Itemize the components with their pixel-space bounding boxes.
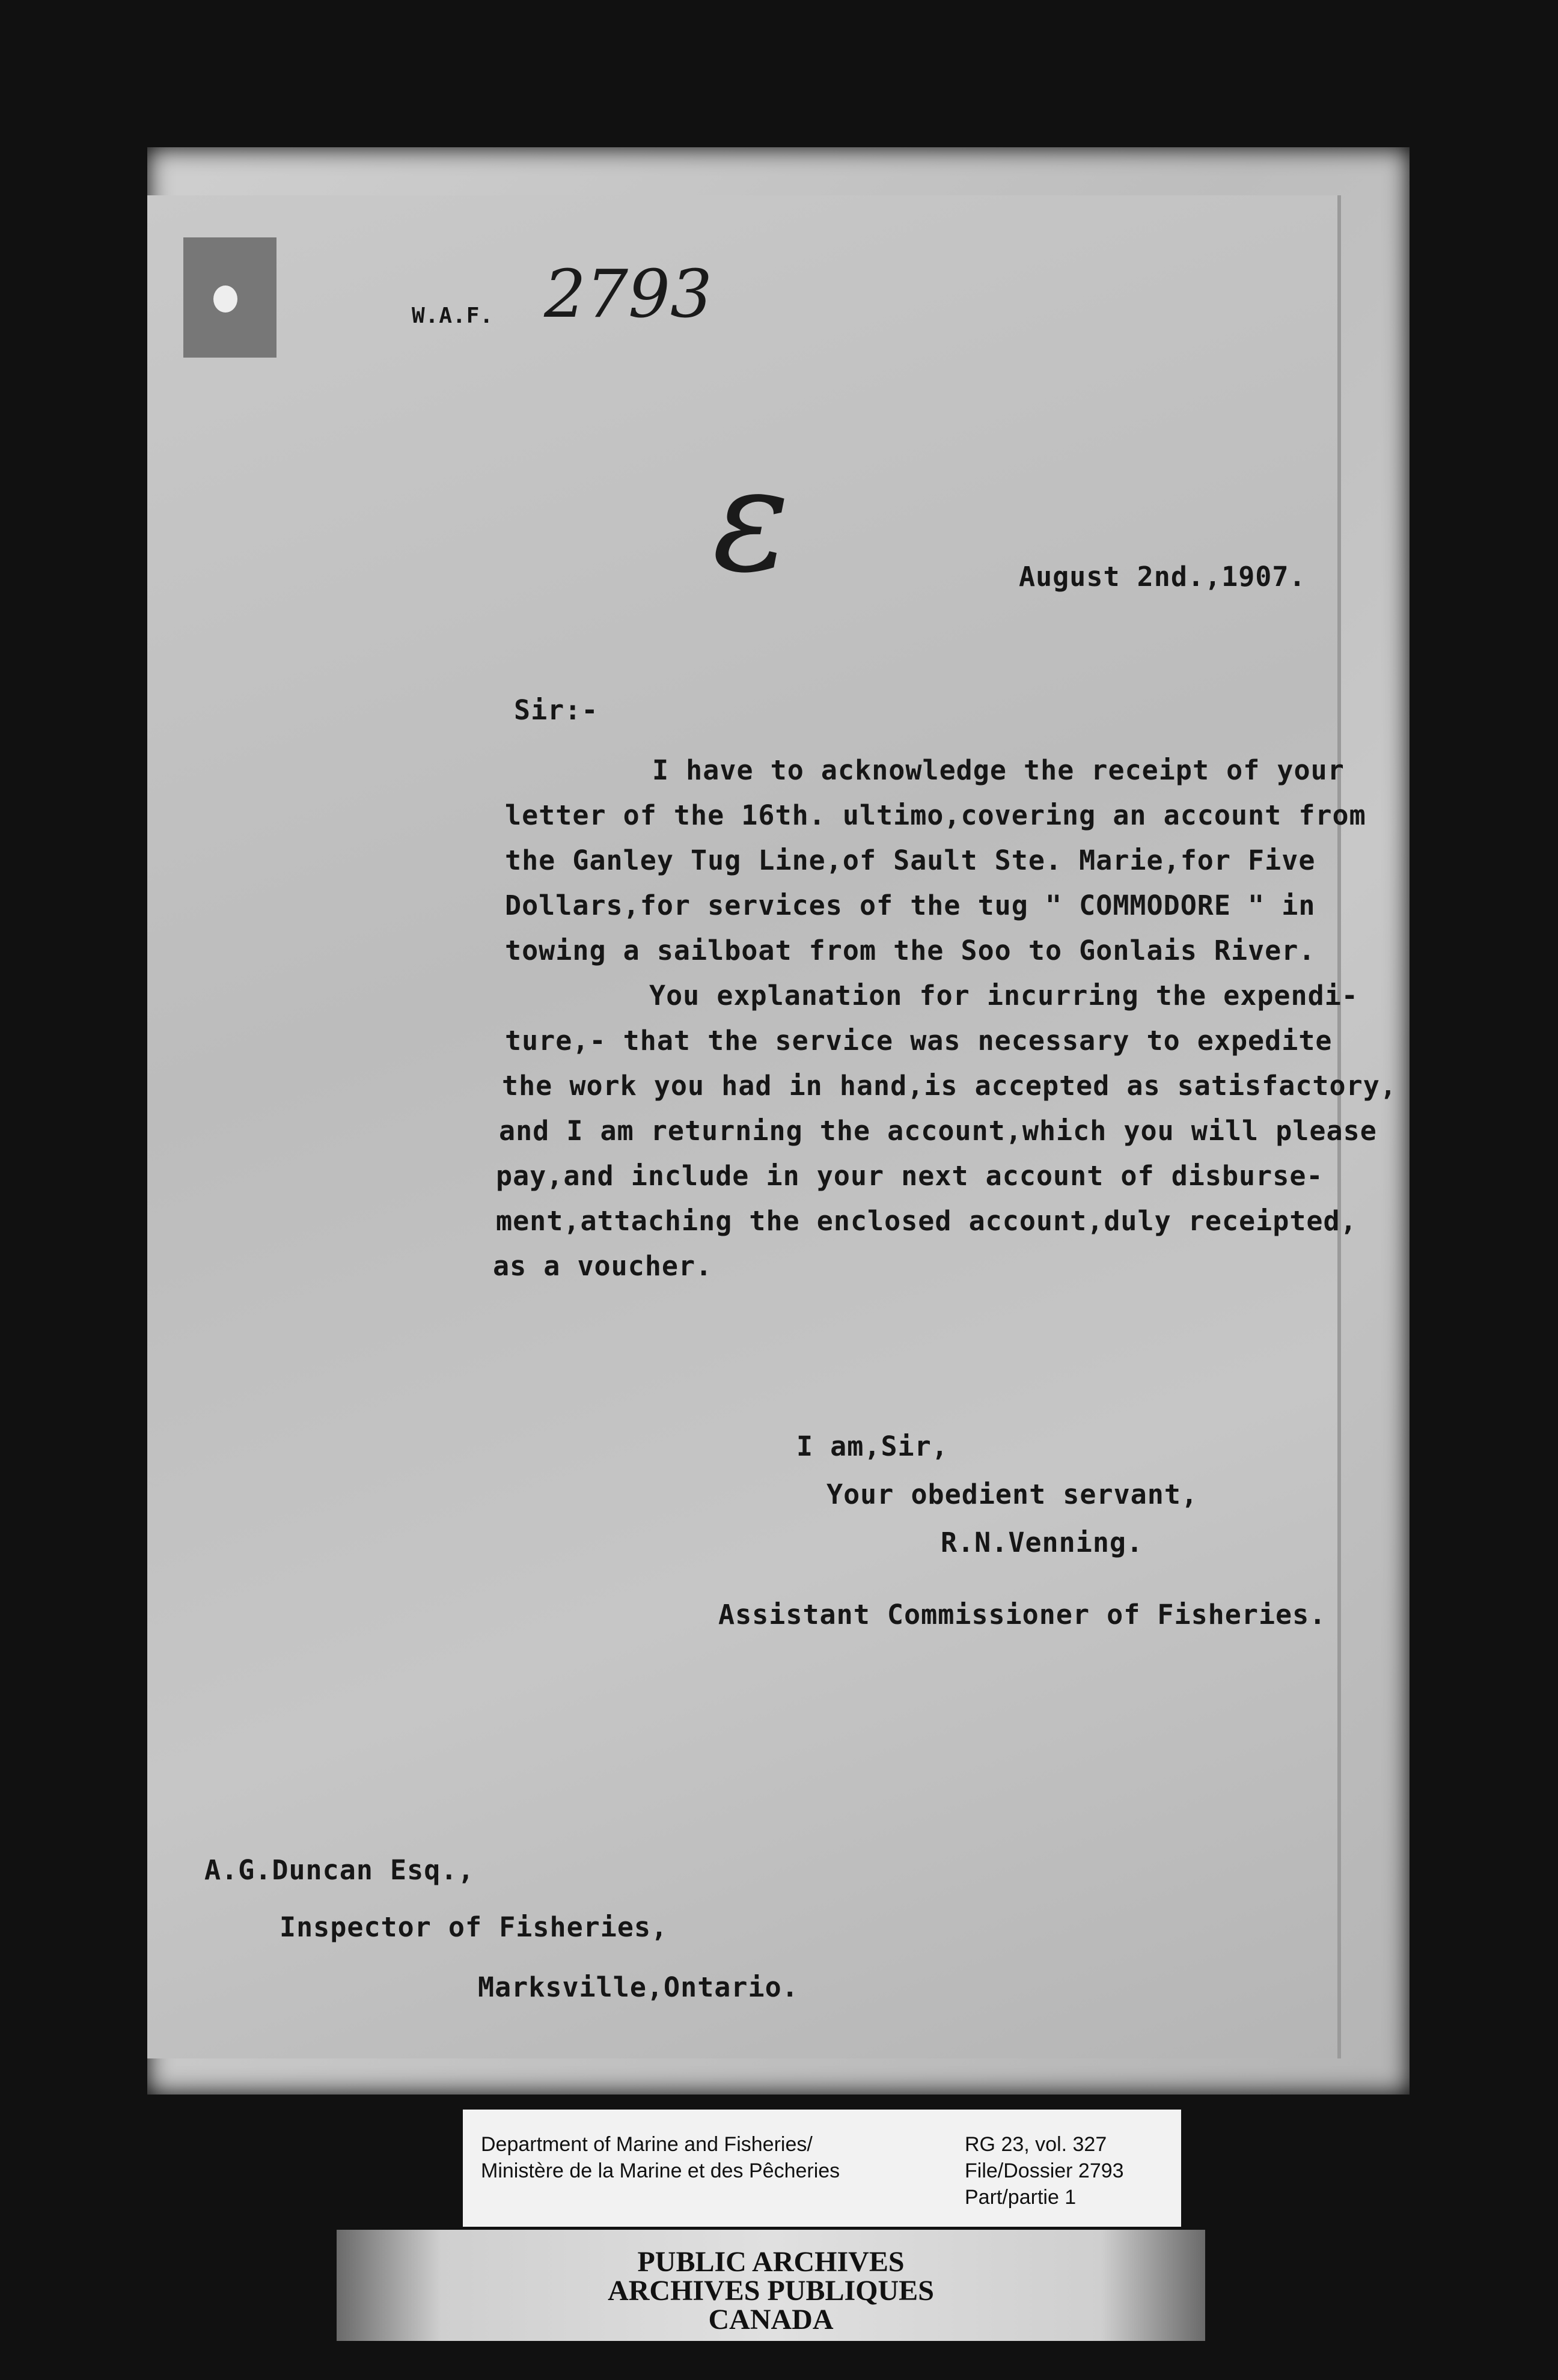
closing-line: I am,Sir, <box>796 1430 949 1462</box>
stamp-line: ARCHIVES PUBLIQUES <box>608 2275 934 2307</box>
stamp-line: PUBLIC ARCHIVES <box>637 2246 905 2278</box>
body-line: Dollars,for services of the tug " COMMODORE " in <box>505 889 1316 921</box>
body-line: ture,- that the service was necessary to expedite <box>505 1025 1333 1057</box>
signatory-title: Assistant Commissioner of Fisheries. <box>718 1599 1327 1631</box>
department-en: Department of Marine and Fisheries/ <box>481 2133 813 2156</box>
handwritten-file-number: 2793 <box>544 255 712 332</box>
body-line: the work you had in hand,is accepted as satisfactory, <box>502 1070 1397 1102</box>
body-line: ment,attaching the enclosed account,duly receipted, <box>496 1205 1357 1237</box>
body-line: letter of the 16th. ultimo,covering an account from <box>505 799 1366 831</box>
address-line: Inspector of Fisheries, <box>280 1911 668 1943</box>
record-group: RG 23, vol. 327 <box>965 2133 1107 2156</box>
address-line: A.G.Duncan Esq., <box>204 1854 475 1886</box>
archive-label <box>463 2110 1181 2227</box>
body-line: the Ganley Tug Line,of Sault Ste. Marie,for Five <box>505 844 1316 876</box>
department-fr: Ministère de la Marine et des Pêcheries <box>481 2159 840 2182</box>
punch-hole <box>213 285 237 313</box>
letter-date: August 2nd.,1907. <box>1019 561 1306 593</box>
initials: W.A.F. <box>412 304 494 328</box>
body-line: as a voucher. <box>493 1250 713 1282</box>
body-line: towing a sailboat from the Soo to Gonlais River. <box>505 935 1316 966</box>
file-dossier: File/Dossier 2793 <box>965 2159 1124 2182</box>
closing-line: Your obedient servant, <box>826 1478 1199 1510</box>
letter-page <box>147 195 1397 2058</box>
document-sheet <box>147 147 1410 2095</box>
archives-stamp <box>337 2230 1205 2341</box>
file-tab <box>183 237 276 358</box>
body-line: You explanation for incurring the expendi- <box>649 980 1358 1012</box>
stamp-line: CANADA <box>708 2304 834 2336</box>
body-line: pay,and include in your next account of disburse- <box>496 1160 1324 1192</box>
handwritten-mark: ε <box>712 436 790 604</box>
address-line: Marksville,Ontario. <box>478 1971 799 2003</box>
salutation: Sir:- <box>514 694 599 726</box>
body-line: and I am returning the account,which you will please <box>499 1115 1377 1147</box>
part-partie: Part/partie 1 <box>965 2186 1077 2209</box>
body-line: I have to acknowledge the receipt of your <box>652 754 1345 786</box>
signature: R.N.Venning. <box>941 1527 1144 1558</box>
